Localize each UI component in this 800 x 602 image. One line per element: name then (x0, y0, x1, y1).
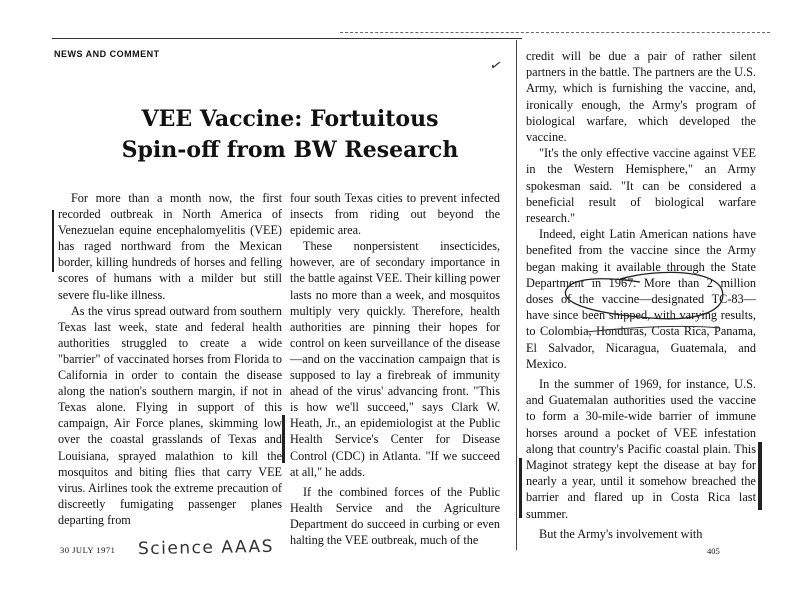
paragraph: These nonpersistent insecticides, however, are of secondary importance in the battle against VEE. Their killing power lasts no more than a week, and mosquitos multiply very quickly. Therefore, health authorities are pinning their hopes for control on keen surveillance of the disease—and on the vaccination campaign that is supposed to lay a firebreak of immunity ahead of the virus' advancing front. "This is how we'll succeed," says Clark W. Heath, Jr., an epidemiologist at the Public Health Service's Center for Disease Control (CDC) in Atlanta. "If we succeed at all," he adds. (290, 239, 500, 479)
scan-edge-rule (340, 32, 770, 33)
paragraph: Indeed, eight Latin American nations have benefited from the vaccine since the Army began making it available through the State Department in 1967. More than 2 million doses of the vaccine—designated TC-83—have since been shipped, with varying results, to Colombia, Honduras, Costa Rica, Panama, El Salvador, Nicaragua, Guatemala, and Mexico. (526, 227, 756, 371)
paragraph: credit will be due a pair of rather silent partners in the battle. The partners are the U.S. Army, which is furnishing the vaccine, and, ironically enough, the Army's program of biological warfare, which developed the vaccine. (526, 49, 756, 145)
header-rule (52, 38, 522, 39)
column-divider (516, 40, 517, 550)
margin-mark-bar (758, 442, 762, 510)
footer-date: 30 JULY 1971 (60, 545, 116, 555)
paragraph: four south Texas cities to prevent infected insects from riding out beyond the epidemic area. (290, 191, 500, 238)
article-column-2 (290, 190, 500, 548)
margin-mark-bar (282, 415, 285, 463)
handwritten-note: Science AAAS (137, 536, 275, 560)
paragraph: As the virus spread outward from southern Texas last week, state and federal health authorities struggled to create a wide "barrier" of vaccinated horses from Florida to California in order to contain the disease along the nation's southern margin, if not in Texas alone. Flying in support of this campaign, Air Force planes, skimming low over the coastal grasslands of Texas and Louisiana, sprayed malathion to kill the mosquitos and biting flies that carry VEE virus. Airlines took the extreme precaution of discreetly fumigating passenger planes departing from (58, 303, 282, 527)
headline-line-1: VEE Vaccine: Fortuitous (141, 106, 439, 132)
margin-mark-bar (52, 210, 54, 272)
paragraph: In the summer of 1969, for instance, U.S. and Guatemalan authorities used the vaccine to form a 30-mile-wide barrier of immune horses around a pocket of VEE infestation along that country's Pacific coastal plain. This Maginot strategy kept the disease at bay for nearly a year, until it somehow breached the barrier and flared up in Costa Rica last summer. (526, 377, 756, 521)
article-column-1 (58, 190, 282, 528)
paragraph: If the combined forces of the Public Health Service and the Agriculture Department do succeed in curbing or even halting the VEE outbreak, much of the (290, 484, 500, 547)
headline (90, 104, 490, 166)
handwritten-tick-mark: ✓ (488, 56, 504, 76)
page-number: 405 (707, 546, 720, 556)
paragraph: For more than a month now, the first recorded outbreak in North America of Venezuelan equine encephalomyelitis (VEE) has raged northward from the Mexican border, killing hundreds of horses and felling scores of humans with a milder but still severe flu-like illness. (58, 191, 282, 302)
margin-mark-bar (519, 458, 522, 518)
headline-line-2: Spin-off from BW Research (121, 137, 459, 163)
paragraph: "It's the only effective vaccine against VEE in the Western Hemisphere," an Army spokesman said. "It can be considered a beneficial result of biological warfare research." (526, 146, 756, 226)
paragraph: But the Army's involvement with (539, 526, 703, 541)
article-column-3 (526, 48, 756, 542)
section-label: NEWS AND COMMENT (54, 49, 160, 59)
